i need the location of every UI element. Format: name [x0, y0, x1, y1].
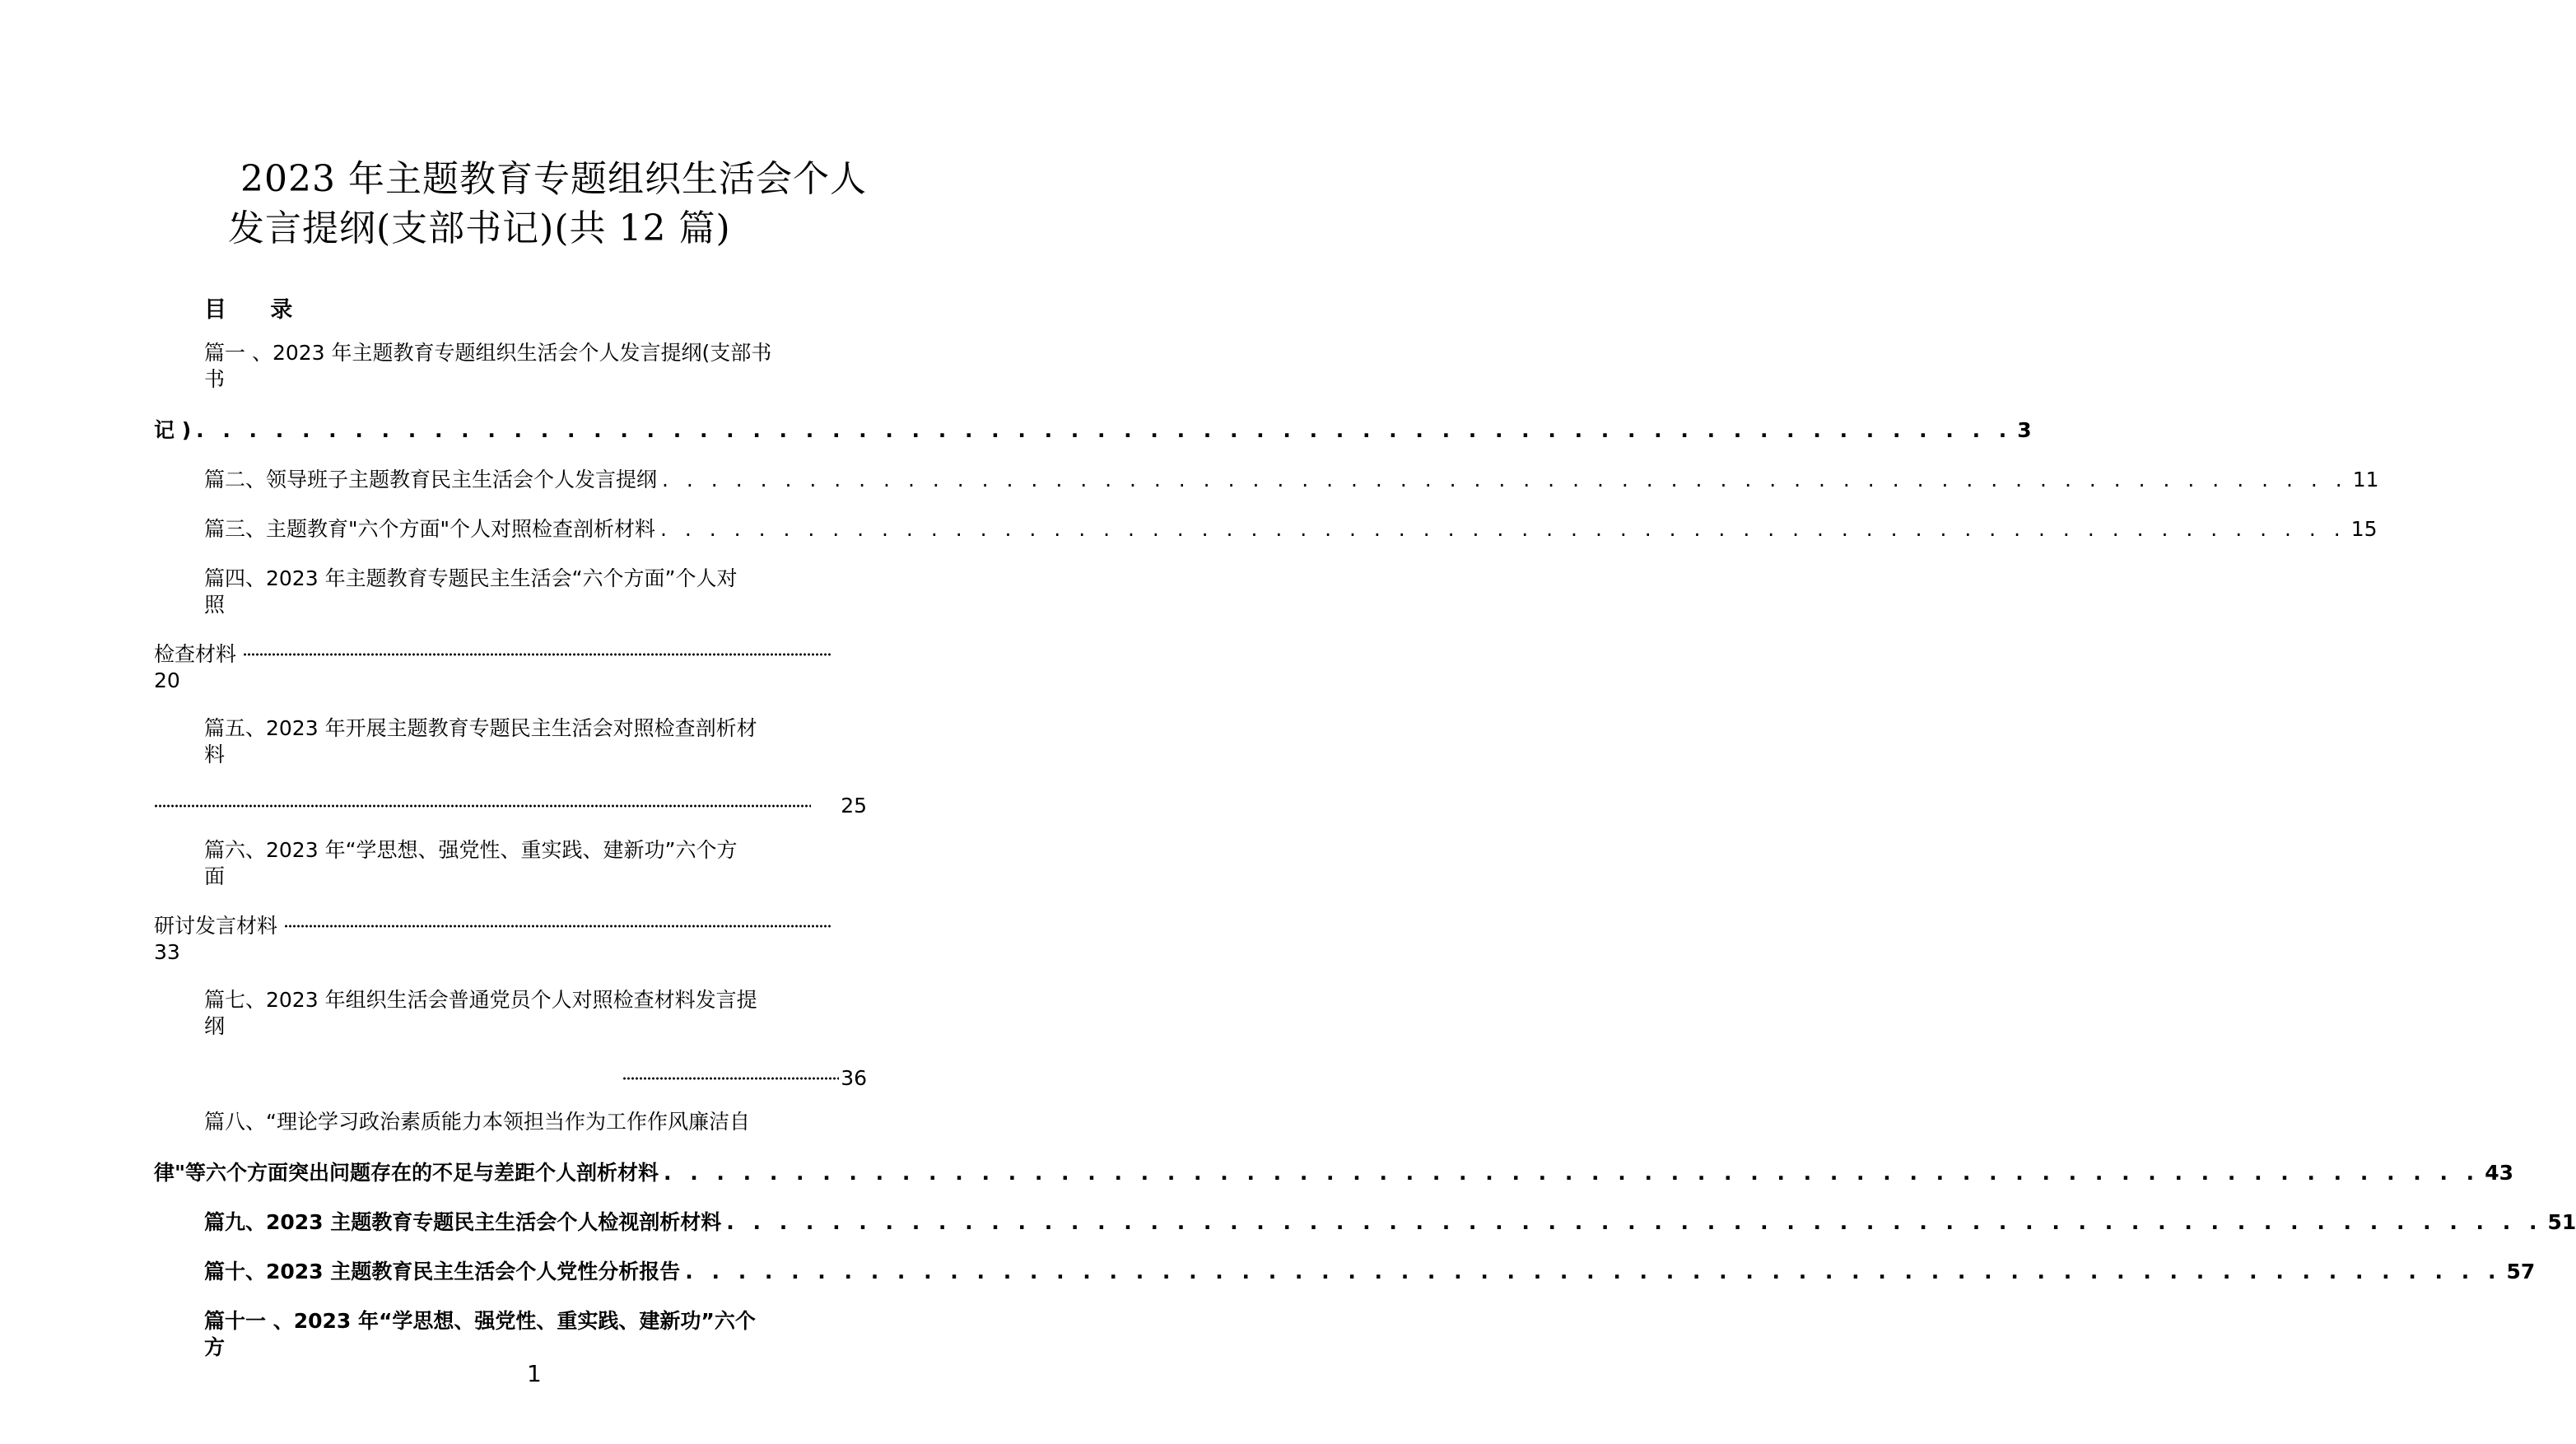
toc-entry-8-text: 律"等六个方面突出问题存在的不足与差距个人剖析材料: [154, 1161, 659, 1185]
toc-entry-7-line-2: 纲: [204, 1014, 226, 1038]
toc-heading: 目 录: [204, 297, 311, 323]
toc-entry-11-line-2: 方: [204, 1335, 226, 1359]
toc-entry-8-page: 43: [2485, 1161, 2513, 1185]
toc-leader-dots: [284, 925, 832, 928]
toc-entry-2-page: 11: [2352, 468, 2379, 491]
toc-entry-10-page: 57: [2506, 1260, 2536, 1283]
toc-entry-5-line-2: 料: [204, 743, 226, 766]
toc-entry-1-page: 3: [2017, 418, 2032, 442]
toc-entry-11-line-1[interactable]: 篇十一 、2023 年“学思想、强党性、重实践、建新功”六个: [204, 1309, 756, 1333]
document-title-line-2: 发言提纲(支部书记)(共 12 篇): [228, 207, 731, 249]
toc-leader-dots: . . . . . . . . . . . . . . . . . . . . . . . . . . . . . . . . . . . . . . . . . . . . . . . . . . . . . . . . . . . . . . . . . . . . .: [726, 1210, 2543, 1234]
toc-leader-dots: [622, 1077, 839, 1080]
toc-entry-4-page: 20: [154, 668, 180, 692]
toc-leader-dots: [243, 653, 832, 656]
toc-leader-dots: . . . . . . . . . . . . . . . . . . . . . . . . . . . . . . . . . . . . . . . . . . . . . . . . . . . . . . . . . . . . . . . . . . . . .: [685, 1260, 2502, 1283]
toc-entry-8-line-1[interactable]: 篇八、“理论学习政治素质能力本领担当作为工作作风廉洁自: [204, 1110, 750, 1134]
toc-entry-3-page: 15: [2350, 517, 2378, 541]
toc-entry-4-text: 检查材料: [154, 642, 237, 666]
toc-entry-6-text: 研讨发言材料: [154, 914, 278, 938]
toc-entry-6[interactable]: [154, 914, 839, 939]
toc-entry-4[interactable]: [154, 642, 839, 667]
toc-entry-9-page: 51: [2547, 1210, 2576, 1234]
toc-entry-7[interactable]: [622, 1066, 867, 1091]
toc-entry-7-page: 36: [841, 1066, 867, 1090]
toc-entry-1-line-1-wrap: 书: [204, 367, 226, 391]
toc-entry-7-line-1[interactable]: 篇七、2023 年组织生活会普通党员个人对照检查材料发言提: [204, 988, 757, 1012]
toc-entry-1[interactable]: [154, 418, 2032, 443]
toc-leader-dots: . . . . . . . . . . . . . . . . . . . . . . . . . . . . . . . . . . . . . . . . . . . . . . . . . . . . . . . . . . . . . . . . . . . . .: [664, 1161, 2481, 1185]
toc-entry-5-page: 25: [841, 794, 867, 817]
toc-entry-10-text: 篇十、2023 主题教育民主生活会个人党性分析报告: [204, 1260, 681, 1283]
toc-leader-dots: . . . . . . . . . . . . . . . . . . . . . . . . . . . . . . . . . . . . . . . . . . . . . . . . . . . . . . . . . . . . . . . . . . . . .: [196, 418, 2013, 442]
toc-entry-2-text: 篇二、领导班子主题教育民主生活会个人发言提纲: [204, 468, 658, 491]
toc-entry-6-line-1[interactable]: 篇六、2023 年“学思想、强党性、重实践、建新功”六个方: [204, 838, 738, 862]
toc-entry-1-line-1[interactable]: 篇一 、2023 年主题教育专题组织生活会个人发言提纲(支部书: [204, 341, 772, 365]
toc-entry-5-line-1[interactable]: 篇五、2023 年开展主题教育专题民主生活会对照检查剖析材: [204, 716, 757, 740]
toc-entry-10[interactable]: [204, 1260, 2536, 1284]
toc-entry-5[interactable]: [154, 794, 867, 818]
toc-entry-6-line-2: 面: [204, 864, 226, 888]
toc-entry-2[interactable]: [204, 468, 2379, 492]
toc-leader-dots: . . . . . . . . . . . . . . . . . . . . . . . . . . . . . . . . . . . . . . . . . . . . . . . . . . . . . . . . . . . . . . . . . . . . .: [662, 468, 2348, 491]
toc-leader-dots: [154, 804, 811, 808]
page-number: 1: [527, 1360, 542, 1387]
document-title-line-1: 2023 年主题教育专题组织生活会个人: [240, 158, 867, 200]
toc-entry-3[interactable]: [204, 517, 2378, 542]
toc-entry-4-line-2: 照: [204, 593, 226, 617]
toc-entry-9-text: 篇九、2023 主题教育专题民主生活会个人检视剖析材料: [204, 1210, 722, 1234]
toc-entry-6-page: 33: [154, 940, 180, 964]
toc-entry-4-line-1[interactable]: 篇四、2023 年主题教育专题民主生活会“六个方面”个人对: [204, 566, 738, 590]
toc-entry-9[interactable]: [204, 1210, 2576, 1235]
toc-leader-dots: . . . . . . . . . . . . . . . . . . . . . . . . . . . . . . . . . . . . . . . . . . . . . . . . . . . . . . . . . . . . . . . . . . . . .: [660, 517, 2346, 541]
toc-entry-1-text: 记 ): [154, 418, 192, 442]
toc-entry-8[interactable]: [154, 1161, 2513, 1185]
toc-entry-3-text: 篇三、主题教育"六个方面"个人对照检查剖析材料: [204, 517, 655, 541]
